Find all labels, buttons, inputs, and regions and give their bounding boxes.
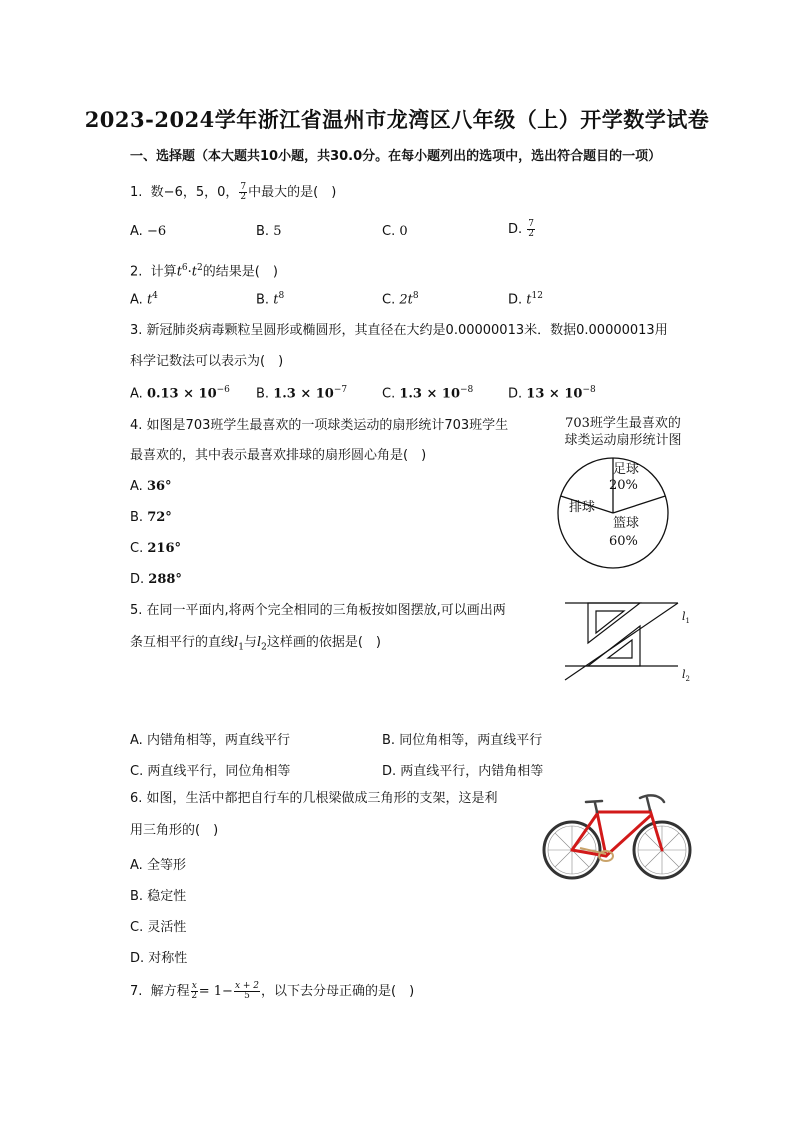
q3-option-d[interactable]: D. $13 \times 10^{-8}$ <box>508 385 596 402</box>
chart-title: 703班学生最喜欢的 球类运动扇形统计图 <box>564 416 682 448</box>
q2-option-c[interactable]: C. $2t^8$ <box>382 291 419 308</box>
q4-option-c[interactable]: C. 216° <box>130 541 181 556</box>
q6-option-c[interactable]: C. 灵活性 <box>130 920 187 935</box>
pie-chart <box>553 453 673 573</box>
q1-option-c[interactable]: C. 0 <box>382 224 408 239</box>
parallel-lines-figure <box>560 600 700 685</box>
q3-option-b[interactable]: B. $1.3 \times 10^{-7}$ <box>256 385 348 402</box>
pie-slice-value: 20% <box>609 478 638 493</box>
q5-option-a[interactable]: A. 内错角相等，两直线平行 <box>130 733 290 748</box>
q2-option-b[interactable]: B. $t^8$ <box>256 291 285 308</box>
q6-option-a[interactable]: A. 全等形 <box>130 858 186 873</box>
q6-option-d[interactable]: D. 对称性 <box>130 951 188 966</box>
q2-option-a[interactable]: A. $t^4$ <box>130 291 158 308</box>
q3-option-a[interactable]: A. $0.13 \times 10^{-6}$ <box>130 385 230 402</box>
q6-option-b[interactable]: B. 稳定性 <box>130 889 187 904</box>
q2-option-d[interactable]: D. $t^{12}$ <box>508 291 543 308</box>
fraction: $\frac{x}{2}$ <box>191 981 198 1001</box>
pie-slice-label: 排球 <box>569 500 596 515</box>
q1-option-b[interactable]: B. 5 <box>256 224 282 239</box>
q5-option-b[interactable]: B. 同位角相等，两直线平行 <box>382 733 543 748</box>
line-l1-label: $l_1$ <box>682 610 690 625</box>
q4-option-b[interactable]: B. 72° <box>130 510 172 525</box>
pie-slice-label: 足球 <box>613 462 640 477</box>
question-4: 4. 如图是703班学生最喜欢的一项球类运动的扇形统计703班学生 <box>130 418 509 433</box>
question-4-line2: 最喜欢的，其中表示最喜欢排球的扇形圆心角是( ) <box>130 448 427 463</box>
bicycle-image <box>540 788 695 888</box>
question-6: 6. 如图，生活中都把自行车的几根梁做成三角形的支架，这是利 <box>130 791 498 806</box>
question-5: 5. 在同一平面内,将两个完全相同的三角板按如图摆放,可以画出两 <box>130 603 506 618</box>
q5-option-d[interactable]: D. 两直线平行，内错角相等 <box>382 764 544 779</box>
q1-option-d[interactable]: D. $\frac{7}{2}$ <box>508 219 535 239</box>
question-2: 2. 计算$t^6\cdot t^2$的结果是( ) <box>130 263 278 280</box>
question-5-line2: 条互相平行的直线$l_1$与$l_2$这样画的依据是( ) <box>130 635 381 653</box>
q3-option-c[interactable]: C. $1.3 \times 10^{-8}$ <box>382 385 474 402</box>
fraction: $\frac{x + 2}{5}$ <box>234 981 260 1001</box>
q4-option-d[interactable]: D. 288° <box>130 572 182 587</box>
q5-option-c[interactable]: C. 两直线平行，同位角相等 <box>130 764 291 779</box>
question-3: 3. 新冠肺炎病毒颗粒呈圆形或椭圆形，其直径在大约是0.00000013米．数据0.00000013用 <box>130 323 668 338</box>
question-3-line2: 科学记数法可以表示为( ) <box>130 354 284 369</box>
line-l2-label: $l_2$ <box>682 668 690 683</box>
question-1: 1. 数−6，5，0， $\frac{7}{2}$ 中最大的是( ) <box>130 182 337 202</box>
pie-slice-value: 60% <box>609 534 638 549</box>
section-heading: 一、选择题（本大题共10小题，共30.0分。在每小题列出的选项中，选出符合题目的一项） <box>130 149 662 164</box>
question-6-line2: 用三角形的( ) <box>130 823 219 838</box>
q4-option-a[interactable]: A. 36° <box>130 479 172 494</box>
q1-option-a[interactable]: A. −6 <box>130 224 167 239</box>
pie-slice-divider <box>613 496 665 513</box>
question-7: 7. 解方程 $\frac{x}{2}$ = 1− $\frac{x + 2}{5}$ ，以下去分母正确的是( ) <box>130 981 415 1001</box>
page-title: 2023-2024学年浙江省温州市龙湾区八年级（上）开学数学试卷 <box>84 107 710 132</box>
pie-slice-label: 篮球 <box>613 516 640 531</box>
fraction: $\frac{7}{2}$ <box>240 182 247 202</box>
